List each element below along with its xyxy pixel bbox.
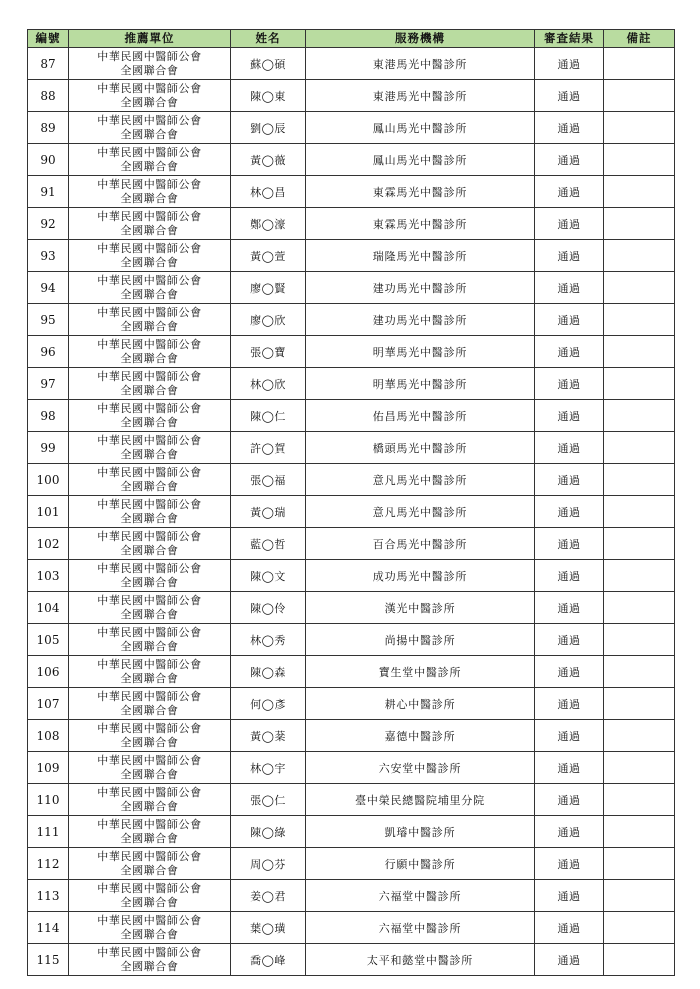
cell-no: 110 [28,784,69,816]
cell-institution: 六福堂中醫診所 [306,880,535,912]
unit-line-1: 中華民國中醫師公會 [97,721,202,735]
cell-institution: 臺中榮民總醫院埔里分院 [306,784,535,816]
table-row [28,880,675,912]
cell-name: 蘇◯碩 [231,48,306,80]
cell-name: 黃◯棻 [231,720,306,752]
cell-unit [69,560,231,592]
table-row [28,720,675,752]
cell-unit [69,880,231,912]
cell-remark [604,624,675,656]
unit-line-1: 中華民國中醫師公會 [97,561,202,575]
cell-remark [604,752,675,784]
cell-unit [69,80,231,112]
cell-institution: 佑昌馬光中醫診所 [306,400,535,432]
cell-institution: 六安堂中醫診所 [306,752,535,784]
table-row [28,496,675,528]
cell-no: 101 [28,496,69,528]
table-row [28,80,675,112]
table-row [28,432,675,464]
cell-unit [69,688,231,720]
cell-result: 通過 [535,336,604,368]
cell-name: 陳◯仁 [231,400,306,432]
cell-remark [604,880,675,912]
table-row [28,656,675,688]
unit-line-1: 中華民國中醫師公會 [97,497,202,511]
cell-unit [69,464,231,496]
unit-line-2: 全國聯合會 [120,223,179,237]
cell-remark [604,304,675,336]
unit-line-2: 全國聯合會 [120,831,179,845]
cell-result: 通過 [535,272,604,304]
cell-unit [69,368,231,400]
cell-institution: 東港馬光中醫診所 [306,48,535,80]
cell-name: 劉◯辰 [231,112,306,144]
unit-line-2: 全國聯合會 [120,575,179,589]
table-row [28,784,675,816]
unit-line-1: 中華民國中醫師公會 [97,49,202,63]
cell-result: 通過 [535,592,604,624]
unit-line-2: 全國聯合會 [120,127,179,141]
unit-line-1: 中華民國中醫師公會 [97,337,202,351]
cell-result: 通過 [535,688,604,720]
cell-institution: 橋頭馬光中醫診所 [306,432,535,464]
cell-no: 107 [28,688,69,720]
cell-remark [604,48,675,80]
cell-no: 88 [28,80,69,112]
unit-line-1: 中華民國中醫師公會 [97,945,202,959]
cell-result: 通過 [535,368,604,400]
unit-line-1: 中華民國中醫師公會 [97,177,202,191]
cell-no: 102 [28,528,69,560]
cell-institution: 鳳山馬光中醫診所 [306,112,535,144]
unit-line-1: 中華民國中醫師公會 [97,657,202,671]
cell-no: 92 [28,208,69,240]
unit-line-2: 全國聯合會 [120,895,179,909]
cell-institution: 意凡馬光中醫診所 [306,496,535,528]
cell-institution: 耕心中醫診所 [306,688,535,720]
cell-result: 通過 [535,240,604,272]
unit-line-2: 全國聯合會 [120,319,179,333]
cell-remark [604,400,675,432]
unit-line-2: 全國聯合會 [120,735,179,749]
cell-unit [69,752,231,784]
cell-name: 張◯仁 [231,784,306,816]
cell-unit [69,240,231,272]
cell-remark [604,720,675,752]
unit-line-2: 全國聯合會 [120,255,179,269]
cell-result: 通過 [535,144,604,176]
table-row [28,368,675,400]
cell-institution: 凱璿中醫診所 [306,816,535,848]
cell-name: 姜◯君 [231,880,306,912]
unit-line-1: 中華民國中醫師公會 [97,689,202,703]
header-institution: 服務機構 [306,30,535,48]
cell-no: 106 [28,656,69,688]
cell-name: 陳◯文 [231,560,306,592]
cell-name: 葉◯璜 [231,912,306,944]
unit-line-1: 中華民國中醫師公會 [97,593,202,607]
cell-result: 通過 [535,880,604,912]
cell-no: 95 [28,304,69,336]
cell-name: 周◯芬 [231,848,306,880]
cell-result: 通過 [535,464,604,496]
cell-name: 廖◯欣 [231,304,306,336]
cell-no: 97 [28,368,69,400]
header-name: 姓名 [231,30,306,48]
cell-remark [604,944,675,976]
cell-remark [604,560,675,592]
cell-institution: 東霖馬光中醫診所 [306,176,535,208]
cell-no: 112 [28,848,69,880]
cell-no: 108 [28,720,69,752]
unit-line-1: 中華民國中醫師公會 [97,209,202,223]
cell-remark [604,368,675,400]
cell-name: 陳◯綠 [231,816,306,848]
cell-unit [69,624,231,656]
table-row [28,688,675,720]
cell-no: 87 [28,48,69,80]
unit-line-1: 中華民國中醫師公會 [97,785,202,799]
cell-no: 109 [28,752,69,784]
table-row [28,624,675,656]
cell-name: 林◯欣 [231,368,306,400]
cell-institution: 建功馬光中醫診所 [306,272,535,304]
cell-unit [69,944,231,976]
cell-result: 通過 [535,944,604,976]
header-remark: 備註 [604,30,675,48]
table-row [28,912,675,944]
cell-result: 通過 [535,752,604,784]
header-no: 編號 [28,30,69,48]
cell-result: 通過 [535,848,604,880]
cell-unit [69,400,231,432]
unit-line-2: 全國聯合會 [120,159,179,173]
cell-unit [69,496,231,528]
cell-result: 通過 [535,112,604,144]
unit-line-1: 中華民國中醫師公會 [97,529,202,543]
cell-remark [604,528,675,560]
unit-line-2: 全國聯合會 [120,639,179,653]
unit-line-2: 全國聯合會 [120,543,179,557]
cell-remark [604,336,675,368]
cell-remark [604,464,675,496]
unit-line-1: 中華民國中醫師公會 [97,849,202,863]
cell-unit [69,144,231,176]
table-header [28,30,675,48]
cell-remark [604,816,675,848]
cell-name: 許◯賀 [231,432,306,464]
cell-remark [604,912,675,944]
table-row [28,528,675,560]
cell-no: 115 [28,944,69,976]
cell-name: 張◯福 [231,464,306,496]
cell-unit [69,432,231,464]
table-row [28,208,675,240]
cell-result: 通過 [535,528,604,560]
cell-remark [604,144,675,176]
unit-line-2: 全國聯合會 [120,191,179,205]
unit-line-2: 全國聯合會 [120,863,179,877]
unit-line-2: 全國聯合會 [120,607,179,621]
table-body [28,48,675,976]
cell-name: 藍◯哲 [231,528,306,560]
unit-line-1: 中華民國中醫師公會 [97,145,202,159]
unit-line-1: 中華民國中醫師公會 [97,273,202,287]
cell-result: 通過 [535,720,604,752]
cell-unit [69,48,231,80]
cell-unit [69,304,231,336]
cell-unit [69,208,231,240]
unit-line-2: 全國聯合會 [120,703,179,717]
cell-unit [69,912,231,944]
unit-line-2: 全國聯合會 [120,959,179,973]
cell-result: 通過 [535,496,604,528]
unit-line-2: 全國聯合會 [120,351,179,365]
unit-line-2: 全國聯合會 [120,447,179,461]
table-row [28,400,675,432]
cell-name: 張◯寶 [231,336,306,368]
unit-line-1: 中華民國中醫師公會 [97,465,202,479]
cell-remark [604,240,675,272]
cell-unit [69,336,231,368]
unit-line-2: 全國聯合會 [120,415,179,429]
table-row [28,176,675,208]
cell-institution: 明華馬光中醫診所 [306,368,535,400]
unit-line-2: 全國聯合會 [120,767,179,781]
cell-result: 通過 [535,48,604,80]
unit-line-1: 中華民國中醫師公會 [97,369,202,383]
cell-institution: 太平和懿堂中醫診所 [306,944,535,976]
cell-unit [69,592,231,624]
unit-line-2: 全國聯合會 [120,799,179,813]
cell-unit [69,176,231,208]
cell-name: 陳◯伶 [231,592,306,624]
unit-line-2: 全國聯合會 [120,927,179,941]
cell-no: 113 [28,880,69,912]
cell-institution: 建功馬光中醫診所 [306,304,535,336]
cell-remark [604,208,675,240]
unit-line-2: 全國聯合會 [120,95,179,109]
cell-no: 103 [28,560,69,592]
table-row [28,944,675,976]
cell-institution: 東港馬光中醫診所 [306,80,535,112]
unit-line-1: 中華民國中醫師公會 [97,433,202,447]
cell-institution: 明華馬光中醫診所 [306,336,535,368]
cell-no: 89 [28,112,69,144]
cell-name: 黃◯萱 [231,240,306,272]
cell-institution: 尚揚中醫診所 [306,624,535,656]
unit-line-2: 全國聯合會 [120,287,179,301]
unit-line-1: 中華民國中醫師公會 [97,817,202,831]
unit-line-2: 全國聯合會 [120,511,179,525]
cell-name: 喬◯峰 [231,944,306,976]
cell-no: 105 [28,624,69,656]
cell-unit [69,112,231,144]
unit-line-1: 中華民國中醫師公會 [97,401,202,415]
cell-unit [69,720,231,752]
cell-result: 通過 [535,400,604,432]
cell-unit [69,656,231,688]
cell-remark [604,496,675,528]
cell-unit [69,784,231,816]
cell-remark [604,688,675,720]
header-row [28,30,675,48]
cell-result: 通過 [535,208,604,240]
cell-result: 通過 [535,560,604,592]
cell-no: 90 [28,144,69,176]
cell-name: 黃◯瑞 [231,496,306,528]
cell-no: 100 [28,464,69,496]
cell-unit [69,272,231,304]
cell-result: 通過 [535,176,604,208]
unit-line-1: 中華民國中醫師公會 [97,913,202,927]
unit-line-1: 中華民國中醫師公會 [97,305,202,319]
unit-line-2: 全國聯合會 [120,383,179,397]
unit-line-2: 全國聯合會 [120,63,179,77]
cell-result: 通過 [535,80,604,112]
cell-name: 林◯宇 [231,752,306,784]
review-results-table [27,29,675,976]
table-row [28,272,675,304]
cell-no: 99 [28,432,69,464]
cell-institution: 成功馬光中醫診所 [306,560,535,592]
table-row [28,144,675,176]
cell-remark [604,432,675,464]
table-row [28,560,675,592]
table-row [28,848,675,880]
cell-name: 何◯彥 [231,688,306,720]
cell-result: 通過 [535,816,604,848]
cell-no: 104 [28,592,69,624]
cell-no: 114 [28,912,69,944]
cell-result: 通過 [535,304,604,336]
header-unit: 推薦單位 [69,30,231,48]
cell-unit [69,816,231,848]
cell-name: 林◯昌 [231,176,306,208]
cell-result: 通過 [535,624,604,656]
cell-remark [604,848,675,880]
cell-institution: 鳳山馬光中醫診所 [306,144,535,176]
unit-line-1: 中華民國中醫師公會 [97,881,202,895]
table-row [28,464,675,496]
cell-remark [604,80,675,112]
cell-name: 林◯秀 [231,624,306,656]
cell-institution: 嘉德中醫診所 [306,720,535,752]
cell-institution: 漢光中醫診所 [306,592,535,624]
cell-institution: 百合馬光中醫診所 [306,528,535,560]
cell-remark [604,784,675,816]
table-row [28,304,675,336]
header-result: 審查結果 [535,30,604,48]
cell-no: 91 [28,176,69,208]
cell-institution: 東霖馬光中醫診所 [306,208,535,240]
cell-no: 96 [28,336,69,368]
cell-institution: 六福堂中醫診所 [306,912,535,944]
cell-name: 鄭◯濠 [231,208,306,240]
unit-line-1: 中華民國中醫師公會 [97,81,202,95]
unit-line-1: 中華民國中醫師公會 [97,113,202,127]
unit-line-1: 中華民國中醫師公會 [97,753,202,767]
cell-no: 98 [28,400,69,432]
cell-name: 廖◯賢 [231,272,306,304]
cell-institution: 瑞隆馬光中醫診所 [306,240,535,272]
cell-remark [604,272,675,304]
table-row [28,752,675,784]
table-row [28,336,675,368]
cell-no: 94 [28,272,69,304]
cell-name: 陳◯東 [231,80,306,112]
cell-unit [69,848,231,880]
unit-line-2: 全國聯合會 [120,671,179,685]
cell-result: 通過 [535,912,604,944]
cell-institution: 寶生堂中醫診所 [306,656,535,688]
table-row [28,816,675,848]
cell-result: 通過 [535,432,604,464]
cell-name: 黃◯薇 [231,144,306,176]
cell-remark [604,112,675,144]
table-row [28,592,675,624]
table-row [28,112,675,144]
cell-no: 111 [28,816,69,848]
cell-name: 陳◯森 [231,656,306,688]
cell-remark [604,176,675,208]
cell-result: 通過 [535,784,604,816]
unit-line-1: 中華民國中醫師公會 [97,241,202,255]
cell-result: 通過 [535,656,604,688]
table-row [28,48,675,80]
unit-line-1: 中華民國中醫師公會 [97,625,202,639]
cell-remark [604,656,675,688]
table-row [28,240,675,272]
cell-no: 93 [28,240,69,272]
cell-unit [69,528,231,560]
unit-line-2: 全國聯合會 [120,479,179,493]
cell-institution: 意凡馬光中醫診所 [306,464,535,496]
cell-institution: 行願中醫診所 [306,848,535,880]
cell-remark [604,592,675,624]
